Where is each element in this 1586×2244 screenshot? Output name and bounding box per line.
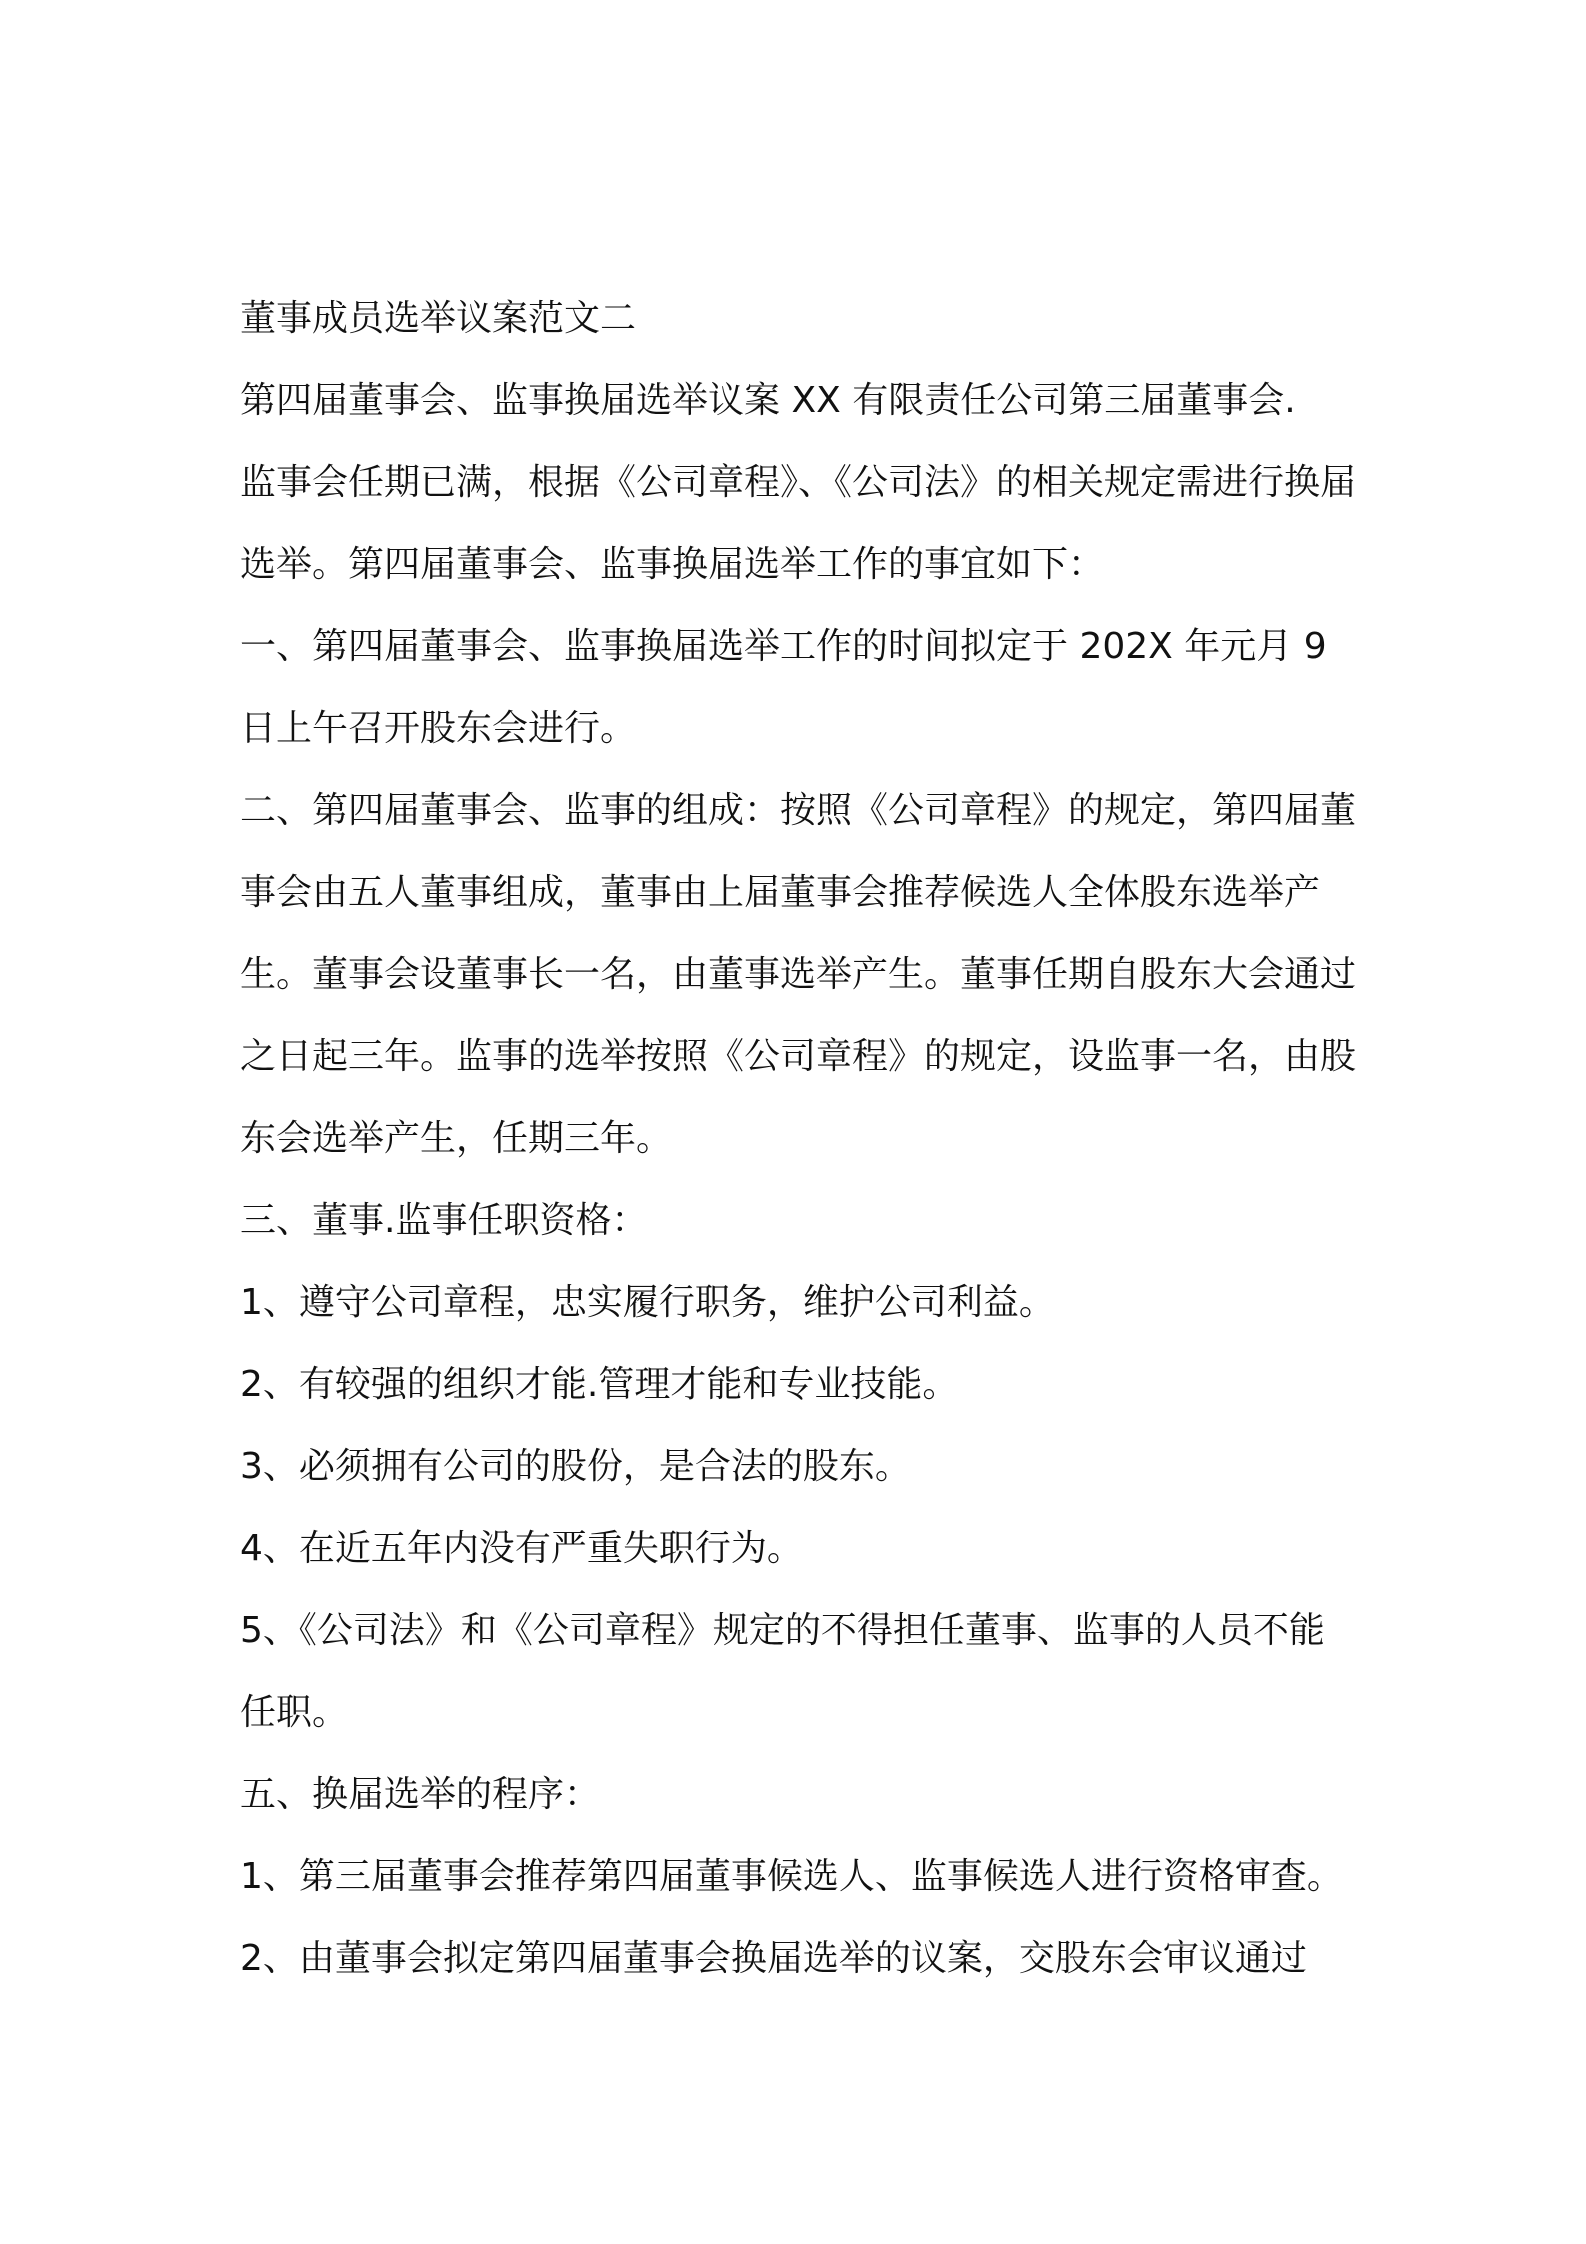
section-heading-5: 五、换届选举的程序： <box>240 1774 601 1815</box>
paragraph-3: 一、第四届董事会、监事换届选举工作的时间拟定于 202X 年元月 9 日上午召开股东会进行。 <box>240 626 1327 749</box>
list-item-2: 2、有较强的组织才能.管理才能和专业技能。 <box>240 1364 959 1405</box>
document-title: 董事成员选举议案范文二 <box>240 298 637 339</box>
list-item-5: 5、《公司法》和《公司章程》规定的不得担任董事、监事的人员不能任职。 <box>240 1610 1325 1733</box>
paragraph-2: 监事会任期已满，根据《公司章程》、《公司法》的相关规定需进行换届选举。第四届董事会、监事换届选举工作的事宜如下： <box>240 462 1357 585</box>
paragraph-5: 三、董事.监事任职资格： <box>240 1200 648 1241</box>
procedure-item-1: 1、第三届董事会推荐第四届董事候选人、监事候选人进行资格审查。 <box>240 1856 1343 1897</box>
paragraph-1: 第四届董事会、监事换届选举议案 XX 有限责任公司第三届董事会. <box>240 380 1296 421</box>
document-body <box>240 278 1360 2000</box>
paragraph-4: 二、第四届董事会、监事的组成：按照《公司章程》的规定，第四届董事会由五人董事组成，董事由上届董事会推荐候选人全体股东选举产生。董事会设董事长一名，由董事选举产生。董事任期自股东大会通过之日起三年。监事的选举按照《公司章程》的规定，设监事一名，由股东会选举产生，任期三年。 <box>240 790 1357 1159</box>
list-item-1: 1、遵守公司章程，忠实履行职务，维护公司利益。 <box>240 1282 1055 1323</box>
list-item-4: 4、在近五年内没有严重失职行为。 <box>240 1528 803 1569</box>
procedure-item-2: 2、由董事会拟定第四届董事会换届选举的议案，交股东会审议通过 <box>240 1938 1307 1979</box>
list-item-3: 3、必须拥有公司的股份，是合法的股东。 <box>240 1446 911 1487</box>
